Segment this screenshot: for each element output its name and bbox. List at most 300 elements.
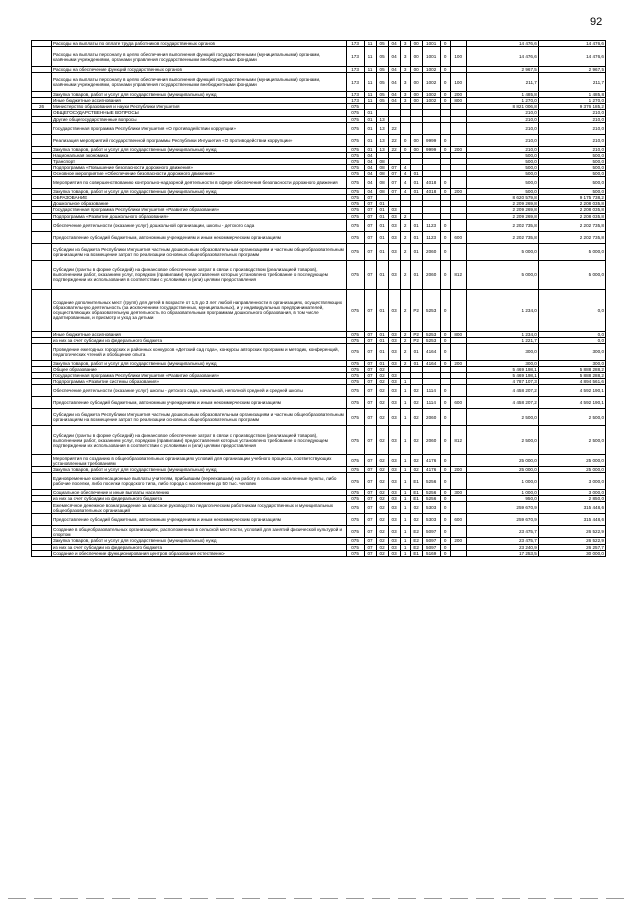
- admin-code-cell: 075: [346, 189, 364, 195]
- row-number-cell: [32, 73, 52, 92]
- target-suffix-cell: 0: [440, 146, 450, 152]
- program-cell: 03: [388, 207, 400, 213]
- amount-year1-cell: 259 670,9: [466, 514, 538, 526]
- amount-year2-cell: 14 476,6: [538, 47, 605, 67]
- table-row: [32, 260, 606, 289]
- budget-table: [31, 40, 606, 557]
- subprogram-cell: 4: [400, 189, 410, 195]
- subsection-cell: 02: [376, 544, 388, 550]
- row-number-cell: [32, 426, 52, 455]
- amount-year1-cell: 25 000,0: [466, 455, 538, 467]
- section-cell: 04: [364, 177, 376, 189]
- target-suffix-cell: 0: [440, 473, 450, 490]
- amount-year1-cell: 1 000,0: [466, 490, 538, 496]
- amount-year1-cell: 500,0: [466, 189, 538, 195]
- section-cell: 07: [364, 473, 376, 490]
- expense-type-cell: [450, 177, 466, 189]
- event-cell: [410, 122, 422, 134]
- subprogram-cell: 1: [400, 538, 410, 544]
- section-cell: 07: [364, 550, 376, 556]
- expense-type-cell: [450, 122, 466, 134]
- row-name-cell: из них за счет субсидии из федерального бюджета: [52, 337, 347, 343]
- row-name-cell: Ежемесячное денежное вознаграждение за классное руководство педагогическим работникам государственных и муниципальных общеобразовательных организаций: [52, 502, 347, 514]
- amount-year2-cell: 5 000,0: [538, 260, 605, 289]
- amount-year1-cell: 950,0: [466, 496, 538, 502]
- direction-cell: 4018: [422, 189, 440, 195]
- admin-code-cell: 075: [346, 360, 364, 366]
- direction-cell: 1002: [422, 67, 440, 73]
- row-name-cell: Подпрограмма «Развитие системы образования»: [52, 379, 347, 385]
- amount-year2-cell: 315 448,6: [538, 502, 605, 514]
- amount-year1-cell: 259 670,9: [466, 502, 538, 514]
- target-suffix-cell: 0: [440, 337, 450, 343]
- target-suffix-cell: 0: [440, 231, 450, 243]
- section-cell: 11: [364, 41, 376, 47]
- program-cell: 03: [388, 550, 400, 556]
- expense-type-cell: [450, 473, 466, 490]
- admin-code-cell: 075: [346, 366, 364, 372]
- event-cell: 01: [410, 343, 422, 360]
- admin-code-cell: 075: [346, 201, 364, 207]
- expense-type-cell: [450, 455, 466, 467]
- program-cell: 03: [388, 372, 400, 378]
- subprogram-cell: 1: [400, 550, 410, 556]
- amount-year1-cell: 2 500,0: [466, 426, 538, 455]
- subprogram-cell: 2: [400, 260, 410, 289]
- subsection-cell: 02: [376, 467, 388, 473]
- amount-year1-cell: 23 475,7: [466, 538, 538, 544]
- subsection-cell: 02: [376, 514, 388, 526]
- amount-year1-cell: 210,0: [466, 116, 538, 122]
- row-name-cell: Создание в общеобразовательных организациях, расположенных в сельской местности, условий для занятий физической культурой и спортом: [52, 526, 347, 538]
- row-name-cell: Проведение ежегодных городских и районных конкурсов «Детский сад года», конкурсы авторских программ и методик, конференций, педагогических чтений и обобщение опыта: [52, 343, 347, 360]
- amount-year1-cell: 1 234,0: [466, 289, 538, 331]
- section-cell: 07: [364, 201, 376, 207]
- table-row: [32, 385, 606, 397]
- expense-type-cell: 200: [450, 538, 466, 544]
- direction-cell: 5256: [422, 496, 440, 502]
- section-cell: 07: [364, 207, 376, 213]
- row-name-cell: Мероприятия по совершенствованию контрольно-надзорной деятельности в сфере обеспечения безопасности дорожного движения: [52, 177, 347, 189]
- direction-cell: 5256: [422, 490, 440, 496]
- program-cell: 03: [388, 331, 400, 337]
- expense-type-cell: 100: [450, 47, 466, 67]
- program-cell: 03: [388, 219, 400, 231]
- expense-type-cell: [450, 550, 466, 556]
- subsection-cell: 13: [376, 134, 388, 146]
- subprogram-cell: 1: [400, 544, 410, 550]
- row-name-cell: Государственная программа Республики Ингушетия «О противодействии коррупции»: [52, 122, 347, 134]
- admin-code-cell: 075: [346, 343, 364, 360]
- amount-year1-cell: 2 209 269,8: [466, 207, 538, 213]
- direction-cell: 1002: [422, 73, 440, 92]
- row-name-cell: Расходы на выплаты по оплате труда работников государственных органов: [52, 41, 347, 47]
- direction-cell: 2060: [422, 260, 440, 289]
- amount-year1-cell: 2 202 735,8: [466, 231, 538, 243]
- amount-year2-cell: 315 448,6: [538, 514, 605, 526]
- program-cell: 03: [388, 514, 400, 526]
- amount-year2-cell: 26 257,7: [538, 544, 605, 550]
- subsection-cell: 08: [376, 171, 388, 177]
- amount-year1-cell: 1 000,0: [466, 473, 538, 490]
- table-row: [32, 231, 606, 243]
- event-cell: 02: [410, 409, 422, 426]
- subsection-cell: 05: [376, 98, 388, 104]
- row-number-cell: [32, 177, 52, 189]
- subprogram-cell: 2: [400, 231, 410, 243]
- amount-year1-cell: 2 209 269,8: [466, 213, 538, 219]
- program-cell: 03: [388, 231, 400, 243]
- direction-cell: 1114: [422, 397, 440, 409]
- direction-cell: 2060: [422, 243, 440, 260]
- subsection-cell: 02: [376, 490, 388, 496]
- section-cell: 01: [364, 146, 376, 152]
- subsection-cell: 01: [376, 331, 388, 337]
- section-cell: 04: [364, 152, 376, 158]
- amount-year1-cell: 1 270,0: [466, 98, 538, 104]
- section-cell: 01: [364, 116, 376, 122]
- amount-year1-cell: 8 620 579,8: [466, 195, 538, 201]
- subprogram-cell: 1: [400, 397, 410, 409]
- row-number-cell: [32, 409, 52, 426]
- row-name-cell: Предоставление субсидий бюджетным, автономным учреждениям и иным некоммерческим организациям: [52, 397, 347, 409]
- row-name-cell: Закупка товаров, работ и услуг для государственных (муниципальных) нужд: [52, 538, 347, 544]
- admin-code-cell: 075: [346, 116, 364, 122]
- subprogram-cell: 2: [400, 337, 410, 343]
- program-cell: 07: [388, 189, 400, 195]
- direction-cell: 2060: [422, 426, 440, 455]
- admin-code-cell: 173: [346, 98, 364, 104]
- admin-code-cell: 075: [346, 409, 364, 426]
- amount-year1-cell: 2 209 269,8: [466, 201, 538, 207]
- target-suffix-cell: 0: [440, 514, 450, 526]
- section-cell: 07: [364, 496, 376, 502]
- target-suffix-cell: 0: [440, 98, 450, 104]
- row-name-cell: Обеспечение деятельности (оказание услуг) дошкольной организации, школы - детского сада: [52, 219, 347, 231]
- subprogram-cell: 1: [400, 490, 410, 496]
- event-cell: 02: [410, 514, 422, 526]
- program-cell: 03: [388, 379, 400, 385]
- section-cell: 07: [364, 538, 376, 544]
- direction-cell: 1114: [422, 385, 440, 397]
- amount-year2-cell: 0,0: [538, 337, 605, 343]
- row-name-cell: Закупка товаров, работ и услуг для государственных (муниципальных) нужд: [52, 467, 347, 473]
- program-cell: 03: [388, 544, 400, 550]
- admin-code-cell: 075: [346, 331, 364, 337]
- subprogram-cell: 1: [400, 467, 410, 473]
- amount-year1-cell: 5 000,0: [466, 260, 538, 289]
- amount-year2-cell: 500,0: [538, 152, 605, 158]
- amount-year1-cell: 300,0: [466, 343, 538, 360]
- amount-year2-cell: 9 175 738,2: [538, 195, 605, 201]
- subsection-cell: 01: [376, 337, 388, 343]
- table-row: [32, 526, 606, 538]
- row-number-cell: [32, 526, 52, 538]
- amount-year2-cell: 2 208 035,8: [538, 207, 605, 213]
- program-cell: 04: [388, 67, 400, 73]
- page-number: 92: [590, 16, 603, 28]
- row-number-cell: [32, 343, 52, 360]
- event-cell: 02: [410, 426, 422, 455]
- admin-code-cell: 075: [346, 207, 364, 213]
- program-cell: 03: [388, 455, 400, 467]
- amount-year1-cell: 211,7: [466, 73, 538, 92]
- target-suffix-cell: 0: [440, 409, 450, 426]
- direction-cell: 5169: [422, 550, 440, 556]
- expense-type-cell: 200: [450, 467, 466, 473]
- subsection-cell: 08: [376, 158, 388, 164]
- event-cell: 01: [410, 189, 422, 195]
- amount-year2-cell: 5 000,0: [538, 243, 605, 260]
- target-suffix-cell: 0: [440, 289, 450, 331]
- direction-cell: 4018: [422, 177, 440, 189]
- amount-year2-cell: 210,0: [538, 110, 605, 116]
- subprogram-cell: 1: [400, 455, 410, 467]
- admin-code-cell: 075: [346, 337, 364, 343]
- section-cell: 07: [364, 397, 376, 409]
- section-cell: 07: [364, 195, 376, 201]
- row-name-cell: Субсидии (гранты в форме субсидий) на финансовое обеспечение затрат в связи с производством (реализацией товаров), выполнением работ, оказанием услуг, порядком (правилами) предоставления которых установлено требование о последующем подтверждении их использования в соответствии с условиями и (или) целями предоставления: [52, 260, 347, 289]
- row-name-cell: Подпрограмма «Повышение безопасности дорожного движения»: [52, 164, 347, 170]
- expense-type-cell: [450, 385, 466, 397]
- row-number-cell: [32, 455, 52, 467]
- amount-year2-cell: 300,0: [538, 360, 605, 366]
- expense-type-cell: 812: [450, 260, 466, 289]
- admin-code-cell: 075: [346, 514, 364, 526]
- direction-cell: 1123: [422, 219, 440, 231]
- admin-code-cell: 075: [346, 455, 364, 467]
- section-cell: 07: [364, 243, 376, 260]
- event-cell: E1: [410, 490, 422, 496]
- subprogram-cell: 1: [400, 385, 410, 397]
- subprogram-cell: 1: [400, 514, 410, 526]
- event-cell: E2: [410, 538, 422, 544]
- amount-year1-cell: 500,0: [466, 171, 538, 177]
- event-cell: 02: [410, 397, 422, 409]
- table-row: [32, 514, 606, 526]
- row-number-cell: [32, 122, 52, 134]
- admin-code-cell: 075: [346, 260, 364, 289]
- target-suffix-cell: 0: [440, 397, 450, 409]
- row-name-cell: ОБЩЕГОСУДАРСТВЕННЫЕ ВОПРОСЫ: [52, 110, 347, 116]
- row-name-cell: Предоставление субсидий бюджетным, автономным учреждениям и иным некоммерческим организациям: [52, 231, 347, 243]
- target-suffix-cell: 0: [440, 360, 450, 366]
- amount-year1-cell: 1 485,8: [466, 92, 538, 98]
- table-row: [32, 289, 606, 331]
- row-name-cell: Мероприятия по созданию в общеобразовательных организациях условий для организации учебного процесса, соответствующих установленным требованиям: [52, 455, 347, 467]
- admin-code-cell: 075: [346, 467, 364, 473]
- target-suffix-cell: 0: [440, 385, 450, 397]
- section-cell: 07: [364, 379, 376, 385]
- row-name-cell: Закупка товаров, работ и услуг для государственных (муниципальных) нужд: [52, 360, 347, 366]
- amount-year2-cell: 3 000,0: [538, 473, 605, 490]
- subsection-cell: 01: [376, 231, 388, 243]
- event-cell: 02: [410, 455, 422, 467]
- subsection-cell: 01: [376, 243, 388, 260]
- expense-type-cell: [450, 409, 466, 426]
- event-cell: E2: [410, 544, 422, 550]
- direction-cell: 9999: [422, 134, 440, 146]
- expense-type-cell: 600: [450, 397, 466, 409]
- subsection-cell: 02: [376, 496, 388, 502]
- row-name-cell: Обеспечение деятельности (оказание услуг) школы - детского сада, начальной, неполной средней и средней школы: [52, 385, 347, 397]
- amount-year1-cell: 4 458 207,2: [466, 385, 538, 397]
- program-cell: 04: [388, 47, 400, 67]
- amount-year1-cell: 4 458 207,2: [466, 397, 538, 409]
- admin-code-cell: 075: [346, 385, 364, 397]
- amount-year2-cell: 2 202 735,8: [538, 219, 605, 231]
- subprogram-cell: 2: [400, 331, 410, 337]
- admin-code-cell: 075: [346, 473, 364, 490]
- program-cell: 03: [388, 538, 400, 544]
- direction-cell: 5253: [422, 289, 440, 331]
- subprogram-cell: 0: [400, 134, 410, 146]
- target-suffix-cell: 0: [440, 134, 450, 146]
- row-name-cell: Государственная программа Республики Ингушетия «Развитие образования»: [52, 372, 347, 378]
- event-cell: 01: [410, 219, 422, 231]
- event-cell: 00: [410, 134, 422, 146]
- program-cell: 03: [388, 490, 400, 496]
- table-row: [32, 177, 606, 189]
- row-name-cell: Национальная экономика: [52, 152, 347, 158]
- subsection-cell: 02: [376, 426, 388, 455]
- amount-year1-cell: 5 000,0: [466, 243, 538, 260]
- subprogram-cell: 1: [400, 502, 410, 514]
- subprogram-cell: 1: [400, 526, 410, 538]
- admin-code-cell: 075: [346, 104, 364, 110]
- admin-code-cell: 075: [346, 110, 364, 116]
- subprogram-cell: 1: [400, 496, 410, 502]
- amount-year1-cell: 4 787 107,3: [466, 379, 538, 385]
- event-cell: 00: [410, 73, 422, 92]
- expense-type-cell: 200: [450, 360, 466, 366]
- program-cell: 04: [388, 41, 400, 47]
- amount-year2-cell: 2 202 735,8: [538, 231, 605, 243]
- event-cell: 01: [410, 177, 422, 189]
- event-cell: E2: [410, 526, 422, 538]
- row-number-cell: [32, 134, 52, 146]
- amount-year2-cell: 300,0: [538, 343, 605, 360]
- target-suffix-cell: 0: [440, 92, 450, 98]
- program-cell: 22: [388, 134, 400, 146]
- section-cell: 07: [364, 409, 376, 426]
- row-name-cell: Социальное обеспечение и иные выплаты населению: [52, 490, 347, 496]
- row-name-cell: Закупка товаров, работ и услуг для государственных (муниципальных) нужд: [52, 146, 347, 152]
- expense-type-cell: [450, 526, 466, 538]
- row-name-cell: Дошкольное образование: [52, 201, 347, 207]
- amount-year1-cell: 17 253,5: [466, 550, 538, 556]
- section-cell: 04: [364, 164, 376, 170]
- program-cell: 03: [388, 343, 400, 360]
- subsection-cell: 02: [376, 385, 388, 397]
- page-bottom-edge: [8, 898, 632, 899]
- amount-year2-cell: 1 270,0: [538, 98, 605, 104]
- admin-code-cell: 075: [346, 490, 364, 496]
- row-number-cell: [32, 243, 52, 260]
- amount-year2-cell: 26 522,9: [538, 538, 605, 544]
- amount-year1-cell: 210,0: [466, 110, 538, 116]
- section-cell: 01: [364, 110, 376, 116]
- row-name-cell: Субсидии (гранты в форме субсидий) на финансовое обеспечение затрат в связи с производством (реализацией товаров), выполнением работ, оказанием услуг, порядком (правилами) предоставления которых установлено требование о последующем подтверждении их использования в соответствии с условиями и (или) целями предоставления: [52, 426, 347, 455]
- table-row: [32, 47, 606, 67]
- subprogram-cell: 4: [400, 177, 410, 189]
- table-row: [32, 243, 606, 260]
- section-cell: 07: [364, 219, 376, 231]
- target-suffix-cell: 0: [440, 343, 450, 360]
- expense-type-cell: [450, 243, 466, 260]
- section-cell: 01: [364, 134, 376, 146]
- amount-year1-cell: 1 221,7: [466, 337, 538, 343]
- amount-year1-cell: 210,0: [466, 146, 538, 152]
- target-suffix-cell: 0: [440, 467, 450, 473]
- row-name-cell: из них за счет субсидии из федерального бюджета: [52, 544, 347, 550]
- row-name-cell: Создание и обеспечение функционирования центров образования естественно-: [52, 550, 347, 556]
- program-cell: 04: [388, 92, 400, 98]
- direction-cell: [422, 122, 440, 134]
- section-cell: 07: [364, 337, 376, 343]
- admin-code-cell: 075: [346, 526, 364, 538]
- subprogram-cell: 3: [400, 41, 410, 47]
- event-cell: 01: [410, 243, 422, 260]
- amount-year2-cell: 500,0: [538, 177, 605, 189]
- admin-code-cell: 075: [346, 550, 364, 556]
- amount-year1-cell: 14 476,6: [466, 41, 538, 47]
- direction-cell: 5097: [422, 544, 440, 550]
- section-cell: 07: [364, 289, 376, 331]
- section-cell: 04: [364, 171, 376, 177]
- admin-code-cell: 075: [346, 195, 364, 201]
- direction-cell: 1001: [422, 41, 440, 47]
- amount-year1-cell: 23 475,7: [466, 526, 538, 538]
- section-cell: 11: [364, 98, 376, 104]
- subsection-cell: 01: [376, 213, 388, 219]
- admin-code-cell: 075: [346, 502, 364, 514]
- amount-year1-cell: 500,0: [466, 158, 538, 164]
- table-row: [32, 397, 606, 409]
- subsection-cell: 01: [376, 360, 388, 366]
- subsection-cell: 01: [376, 343, 388, 360]
- subsection-cell: 08: [376, 189, 388, 195]
- subprogram-cell: 1: [400, 473, 410, 490]
- target-suffix-cell: 0: [440, 526, 450, 538]
- row-number-cell: [32, 260, 52, 289]
- admin-code-cell: 173: [346, 41, 364, 47]
- amount-year2-cell: 4 592 190,1: [538, 385, 605, 397]
- row-name-cell: Создание дополнительных мест (групп) для детей в возрасте от 1,5 до 3 лет любой направленности в организациях, осуществляющих образовательную деятельность (за исключением государственных, муниципальных), и у индивидуальных предпринимателей, осуществляющих образовательную деятельность по образовательным программам дошкольного образования, в том числе адаптированным, и присмотр и уход за детьми: [52, 289, 347, 331]
- amount-year2-cell: 210,0: [538, 146, 605, 152]
- target-suffix-cell: 0: [440, 41, 450, 47]
- subsection-cell: 08: [376, 164, 388, 170]
- amount-year1-cell: 8 821 006,8: [466, 104, 538, 110]
- subprogram-cell: 2: [400, 360, 410, 366]
- event-cell: P2: [410, 289, 422, 331]
- amount-year1-cell: 300,0: [466, 360, 538, 366]
- subsection-cell: 02: [376, 526, 388, 538]
- admin-code-cell: 173: [346, 47, 364, 67]
- section-cell: 07: [364, 490, 376, 496]
- event-cell: 01: [410, 231, 422, 243]
- admin-code-cell: 075: [346, 177, 364, 189]
- amount-year2-cell: 500,0: [538, 189, 605, 195]
- subsection-cell: 02: [376, 538, 388, 544]
- subsection-cell: 02: [376, 473, 388, 490]
- admin-code-cell: 075: [346, 134, 364, 146]
- direction-cell: 5256: [422, 473, 440, 490]
- program-cell: 03: [388, 385, 400, 397]
- subprogram-cell: 3: [400, 47, 410, 67]
- row-number-cell: [32, 550, 52, 556]
- amount-year2-cell: 500,0: [538, 164, 605, 170]
